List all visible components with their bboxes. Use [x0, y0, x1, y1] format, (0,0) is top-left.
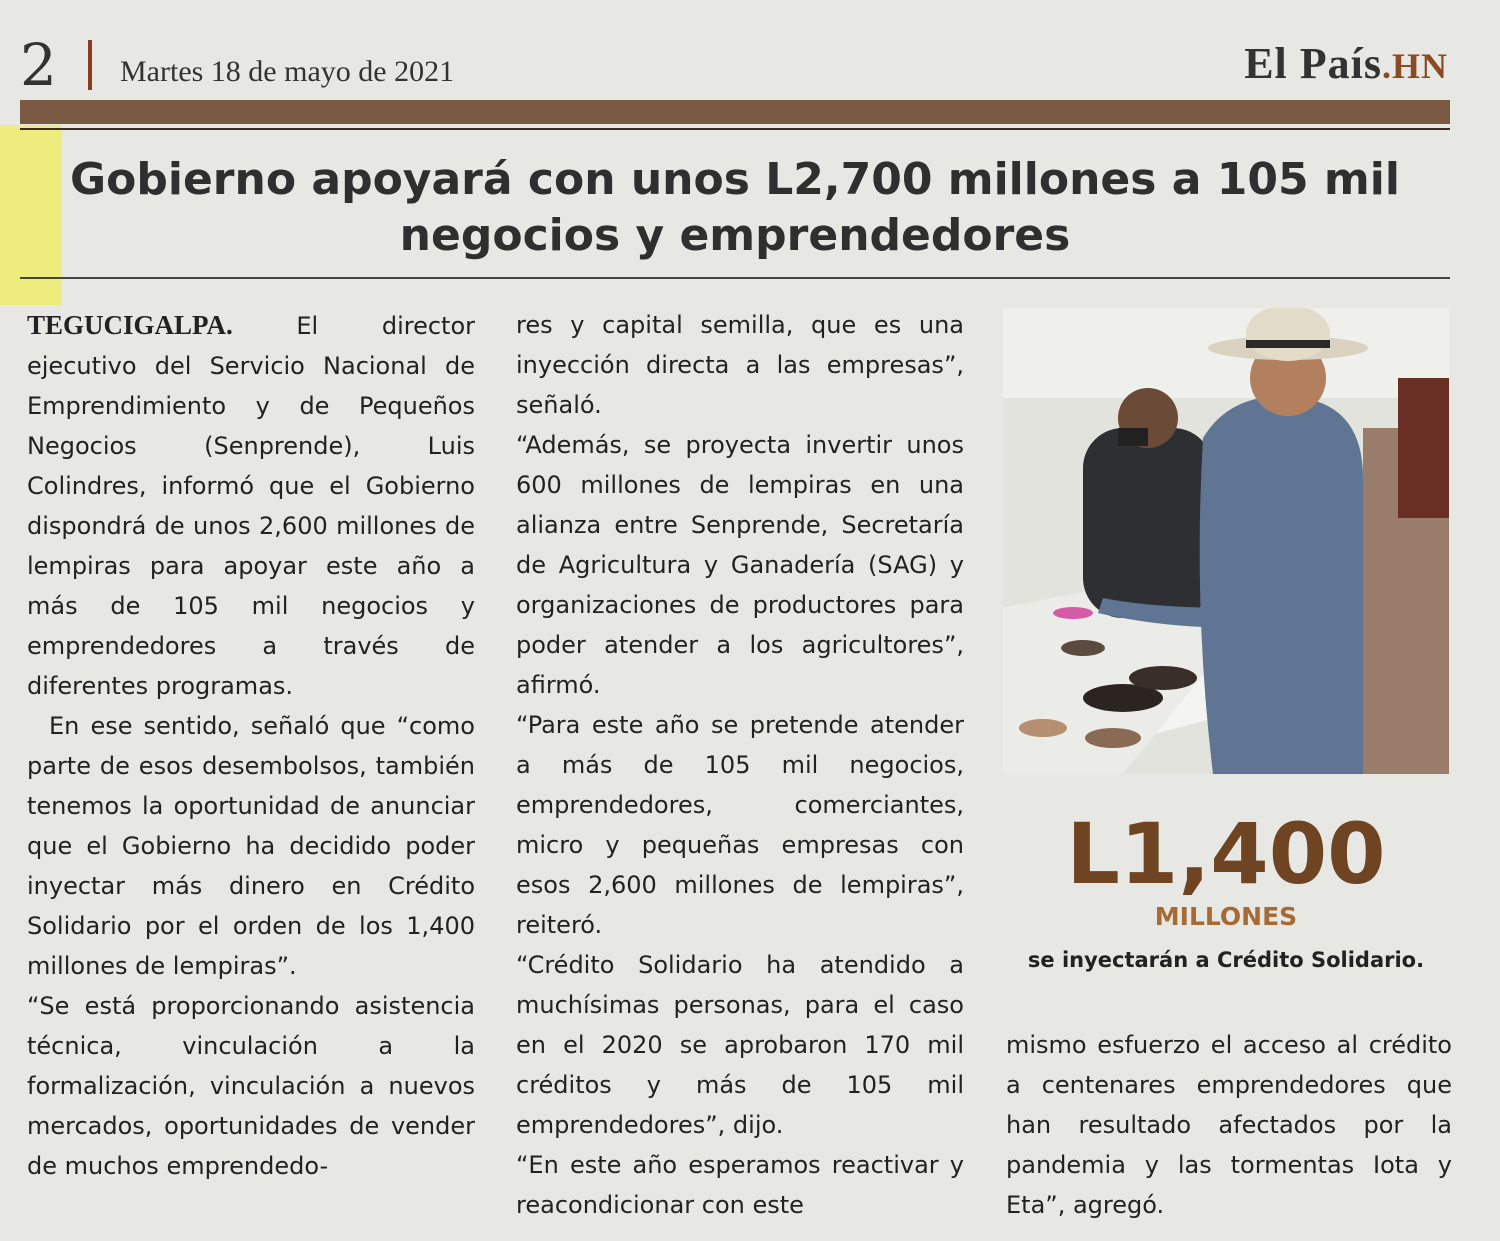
article-column-3 — [1006, 1025, 1452, 1225]
paragraph: “En este año esperamos reactivar y reacondicionar con este — [516, 1151, 964, 1219]
stat-caption: se inyectarán a Crédito Solidario. — [1027, 948, 1425, 972]
dateline: TEGUCIGALPA. — [27, 310, 233, 340]
stat-unit: MILLONES — [1154, 902, 1298, 931]
article-headline: Gobierno apoyará con unos L2,700 millones a 105 mil negocios y emprendedores — [70, 154, 1400, 261]
stat-value: L1,400 — [1066, 805, 1386, 903]
masthead-suffix: .HN — [1382, 46, 1448, 86]
article-column-2 — [516, 305, 964, 1225]
header-color-band — [20, 100, 1450, 124]
headline-rule — [20, 277, 1450, 279]
paragraph: res y capital semilla, que es una inyección directa a las empresas”, señaló. — [516, 311, 964, 419]
paragraph: mismo esfuerzo el acceso al crédito a centenares emprendedores que han resultado afectados por la pandemia y las tormentas Iota y Eta”, agregó. — [1006, 1031, 1452, 1219]
issue-date: Martes 18 de mayo de 2021 — [120, 55, 455, 88]
paragraph: “Se está proporcionando asistencia técnica, vinculación a la formalización, vinculación a nuevos mercados, oportunidades de vender de muchos emprendedo- — [27, 992, 475, 1180]
paragraph — [27, 305, 475, 706]
news-photo — [1003, 308, 1449, 774]
paragraph-text: El director ejecutivo del Servicio Nacional de Emprendimiento y de Pequeños Negocios (Senprende), Luis Colindres, informó que el Gobierno dispondrá de unos 2,600 millones de lempiras para apoyar este año a más de 105 mil negocios y emprendedores a través de diferentes programas. — [27, 312, 475, 700]
header-separator — [88, 40, 92, 90]
header-rule — [20, 128, 1450, 130]
paragraph: “Para este año se pretende atender a más de 105 mil negocios, emprendedores, comerciantes, micro y pequeñas empresas con esos 2,600 millones de lempiras”, reiteró. — [516, 711, 964, 939]
masthead-name: El País — [1244, 39, 1382, 88]
article-column-1 — [27, 305, 475, 1186]
paragraph: “Además, se proyecta invertir unos 600 millones de lempiras en una alianza entre Senprende, Secretaría de Agricultura y Ganadería (SAG) y organizaciones de productores para poder atender a los agricultores”, afirmó. — [516, 431, 964, 699]
paragraph: En ese sentido, señaló que “como parte de esos desembolsos, también tenemos la oportunidad de anunciar que el Gobierno ha decidido poder inyectar más dinero en Crédito Solidario por el orden de los 1,400 millones de lempiras”. — [27, 712, 475, 980]
masthead — [1244, 38, 1448, 89]
photo-illustration — [1003, 308, 1449, 774]
page-number: 2 — [20, 31, 57, 99]
paragraph: “Crédito Solidario ha atendido a muchísimas personas, para el caso en el 2020 se aprobaron 170 mil créditos y más de 105 mil emprendedores”, dijo. — [516, 951, 964, 1139]
